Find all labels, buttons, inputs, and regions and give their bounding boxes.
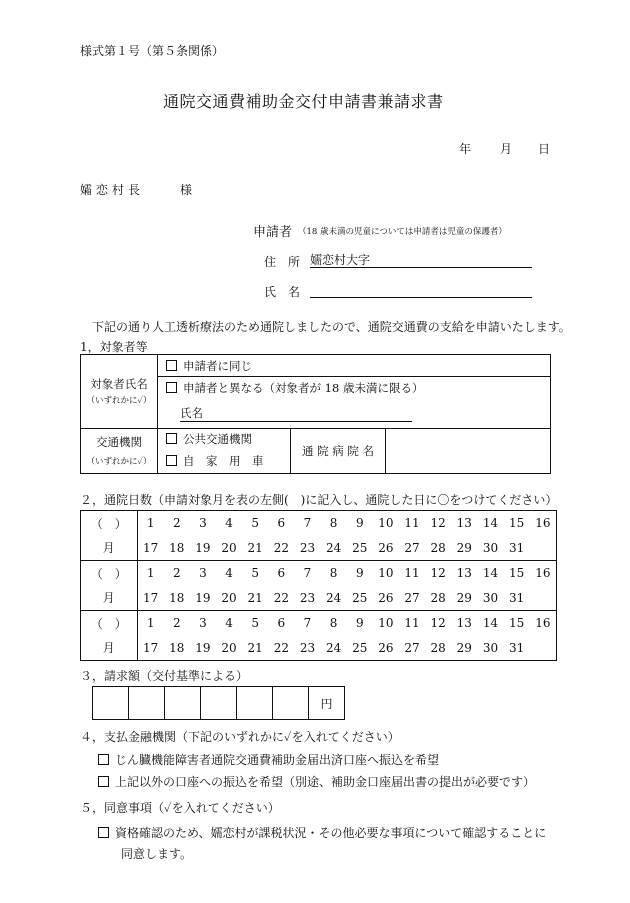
day-cell[interactable]: 3: [190, 611, 216, 636]
address-label: 住 所: [264, 255, 301, 269]
amount-digit[interactable]: [237, 687, 273, 720]
opt-public-row[interactable]: [166, 429, 290, 451]
day-cell[interactable]: 2: [164, 611, 190, 636]
amount-table: [92, 686, 345, 720]
payment-opt2-label: 上記以外の口座への振込を希望（別途、補助金口座届出書の提出が必要です）: [115, 775, 536, 789]
addressee-name: 孀恋村長: [80, 183, 145, 197]
day-cell[interactable]: 7: [303, 516, 312, 531]
day-cell[interactable]: 26: [378, 540, 394, 555]
month-label: 月: [81, 586, 138, 611]
day-cell[interactable]: 14: [477, 611, 503, 636]
day-cell[interactable]: 5: [242, 611, 268, 636]
day-cell[interactable]: 22: [273, 640, 289, 655]
checkbox-icon[interactable]: [98, 827, 109, 838]
day-cell[interactable]: 12: [425, 611, 451, 636]
consent-row[interactable]: [98, 824, 546, 841]
day-cell[interactable]: 10: [373, 561, 399, 586]
opt-own-row[interactable]: [166, 451, 290, 473]
day-cell[interactable]: 17: [142, 640, 159, 655]
day-cell[interactable]: 14: [482, 516, 499, 531]
day-cell[interactable]: 1: [137, 611, 164, 636]
section4-heading: ４，支払金融機関（下記のいずれかに✓を入れてください）: [80, 730, 400, 744]
page-title: 通院交通費補助金交付申請書兼請求書: [163, 92, 444, 111]
day-cell[interactable]: 10: [378, 516, 394, 531]
day-cell[interactable]: 9: [355, 516, 364, 531]
day-cell[interactable]: 28: [430, 640, 446, 655]
payment-opt2-row[interactable]: [98, 773, 535, 790]
address-field[interactable]: [310, 251, 532, 268]
day-cell[interactable]: 8: [321, 561, 347, 586]
section3-heading: ３，請求額（交付基準による）: [80, 669, 249, 683]
transport-cell: [81, 429, 158, 474]
day-cell[interactable]: 11: [399, 561, 425, 586]
day-cell: [530, 536, 557, 561]
day-cell[interactable]: 24: [325, 640, 342, 655]
calendar-row: [81, 536, 557, 561]
opt-diff-label: 申請者と異なる（対象者が 18 歳未満に限る）: [183, 380, 424, 395]
day-cell[interactable]: 13: [451, 561, 477, 586]
day-cell[interactable]: 15: [504, 611, 530, 636]
amount-digit[interactable]: [165, 687, 201, 720]
day-cell[interactable]: 21: [247, 590, 263, 605]
day-cell[interactable]: 21: [247, 540, 263, 555]
subject-cell: [81, 355, 158, 429]
day-cell[interactable]: 12: [430, 516, 446, 531]
subject-table: [80, 354, 551, 474]
day-cell[interactable]: 31: [508, 590, 525, 605]
form-number: 様式第１号（第５条関係）: [80, 44, 225, 58]
day-cell[interactable]: 29: [456, 590, 472, 605]
day-cell[interactable]: 27: [404, 590, 420, 605]
opt-diff-row[interactable]: [158, 377, 551, 399]
day-cell[interactable]: 30: [482, 640, 499, 655]
name-field[interactable]: [310, 281, 532, 298]
day-cell[interactable]: 28: [430, 590, 446, 605]
applicant-note: （18 歳未満の児童については申請者は児童の保護者）: [298, 227, 507, 237]
day-cell[interactable]: 29: [456, 540, 472, 555]
day-cell[interactable]: 11: [404, 516, 420, 531]
day-cell[interactable]: 20: [221, 590, 237, 605]
amount-digit[interactable]: [93, 687, 129, 720]
day-cell[interactable]: 25: [352, 640, 368, 655]
hospital-field[interactable]: [386, 429, 551, 474]
opt-public-label: 公共交通機関: [183, 432, 252, 446]
yen-label: 円: [309, 687, 345, 720]
day-cell[interactable]: 19: [195, 590, 211, 605]
amount-digit[interactable]: [201, 687, 237, 720]
calendar-row: [81, 511, 557, 536]
calendar-row: [81, 561, 557, 586]
day-cell[interactable]: 25: [352, 590, 368, 605]
day-cell[interactable]: 18: [169, 590, 185, 605]
calendar-row: [81, 586, 557, 611]
section5-heading: ５，同意事項（✓を入れてください）: [80, 801, 280, 815]
checkbox-icon[interactable]: [166, 360, 177, 371]
day-cell[interactable]: 15: [508, 516, 525, 531]
checkbox-icon[interactable]: [166, 433, 177, 444]
opt-own-label: 自 家 用 車: [183, 453, 264, 468]
day-cell[interactable]: 6: [268, 611, 294, 636]
day-cell[interactable]: 18: [169, 540, 185, 555]
day-cell[interactable]: 28: [430, 540, 446, 555]
applicant-label: 申請者: [253, 225, 293, 240]
subject-name-row: [158, 399, 551, 429]
day-cell[interactable]: 19: [195, 640, 211, 655]
day-cell[interactable]: 12: [425, 561, 451, 586]
day-cell: [530, 586, 557, 611]
choose-note: （いずれかに✓）: [86, 396, 152, 407]
day-cell[interactable]: 4: [216, 561, 242, 586]
name-label: 氏 名: [264, 285, 301, 299]
month-label: 月: [81, 536, 138, 561]
payment-opt1-label: じん臓機能障害者通院交通費補助金届出済口座へ振込を希望: [115, 753, 440, 767]
checkbox-icon[interactable]: [166, 455, 177, 466]
hospital-label: 通 院 病 院 名: [291, 429, 386, 474]
day-cell[interactable]: 5: [242, 561, 268, 586]
transport-label: 交通機関: [96, 434, 142, 449]
day-cell[interactable]: 17: [142, 590, 159, 605]
day-cell[interactable]: 10: [373, 611, 399, 636]
addressee-honorific: 様: [180, 183, 193, 197]
transport-choose-note: （いずれかに✓）: [86, 456, 152, 467]
month-input[interactable]: （ ）: [81, 511, 138, 536]
day-cell[interactable]: 24: [325, 540, 342, 555]
day-cell[interactable]: 7: [294, 611, 320, 636]
day-cell[interactable]: 9: [347, 561, 373, 586]
intro-text: 下記の通り人工透析療法のため通院しましたので、通院交通費の支給を申請いたします。: [92, 320, 571, 334]
day-cell[interactable]: 16: [530, 611, 557, 636]
address-value: 嬬恋村大字: [310, 253, 371, 267]
month-label: 月: [81, 636, 138, 661]
day-cell[interactable]: 31: [508, 540, 525, 555]
day-cell[interactable]: 20: [221, 640, 237, 655]
amount-digit[interactable]: [129, 687, 165, 720]
date-month: 月: [500, 142, 513, 156]
day-cell[interactable]: 20: [221, 540, 237, 555]
day-cell[interactable]: 4: [225, 516, 233, 531]
day-cell: [530, 636, 557, 661]
payment-opt1-row[interactable]: [98, 751, 439, 768]
day-cell[interactable]: 30: [482, 540, 499, 555]
subject-label: 対象者氏名: [90, 376, 148, 391]
checkbox-icon[interactable]: [98, 776, 109, 787]
day-cell[interactable]: 14: [477, 561, 503, 586]
day-cell[interactable]: 19: [195, 540, 211, 555]
day-cell[interactable]: 23: [299, 590, 316, 605]
day-cell[interactable]: 3: [199, 516, 207, 531]
day-cell[interactable]: 3: [190, 561, 216, 586]
checkbox-icon[interactable]: [98, 754, 109, 765]
day-cell[interactable]: 29: [456, 640, 472, 655]
date-year: 年: [459, 142, 472, 156]
day-cell[interactable]: 7: [294, 561, 320, 586]
day-cell[interactable]: 13: [451, 611, 477, 636]
day-cell[interactable]: 2: [172, 516, 181, 531]
day-cell[interactable]: 4: [216, 611, 242, 636]
day-cell[interactable]: 9: [347, 611, 373, 636]
day-cell[interactable]: 15: [504, 561, 530, 586]
day-cell[interactable]: 2: [164, 561, 190, 586]
consent-line2: 同意します。: [121, 847, 193, 861]
day-cell[interactable]: 8: [329, 516, 338, 531]
day-cell[interactable]: 6: [268, 561, 294, 586]
day-cell[interactable]: 22: [273, 590, 289, 605]
day-cell[interactable]: 16: [535, 516, 551, 531]
day-cell[interactable]: 6: [277, 516, 286, 531]
day-cell[interactable]: 26: [378, 590, 394, 605]
day-cell[interactable]: 30: [482, 590, 499, 605]
day-cell[interactable]: 31: [508, 640, 525, 655]
calendar-row: [81, 611, 557, 636]
amount-digit[interactable]: [273, 687, 309, 720]
day-cell[interactable]: 26: [378, 640, 394, 655]
day-cell[interactable]: 11: [399, 611, 425, 636]
month-input[interactable]: （ ）: [81, 561, 138, 586]
day-cell[interactable]: 17: [142, 540, 159, 555]
calendar-table: [80, 510, 557, 661]
calendar-row: [81, 636, 557, 661]
consent-line1: 資格確認のため、嬬恋村が課税状況・その他必要な事項について確認することに: [115, 826, 547, 840]
day-cell[interactable]: 25: [352, 540, 368, 555]
transport-options: [158, 429, 291, 474]
day-cell[interactable]: 24: [325, 590, 342, 605]
section2-heading: ２，通院日数（申請対象月を表の左側( )に記入し、通院した日に〇をつけてください）: [80, 493, 558, 507]
section1-heading: 1，対象者等: [80, 340, 148, 354]
date-day: 日: [538, 142, 551, 156]
day-cell[interactable]: 22: [273, 540, 289, 555]
day-cell[interactable]: 5: [251, 516, 260, 531]
day-cell[interactable]: 13: [456, 516, 472, 531]
opt-same-label: 申請者に同じ: [183, 358, 252, 373]
day-cell[interactable]: 16: [530, 561, 557, 586]
day-cell[interactable]: 1: [137, 561, 164, 586]
day-cell[interactable]: 8: [321, 611, 347, 636]
day-cell[interactable]: 23: [299, 640, 316, 655]
subject-name-label: 氏名: [180, 405, 412, 422]
opt-same-row[interactable]: [158, 355, 551, 377]
day-cell[interactable]: 18: [169, 640, 185, 655]
checkbox-icon[interactable]: [166, 382, 177, 393]
day-cell[interactable]: 1: [146, 516, 155, 531]
month-input[interactable]: （ ）: [81, 611, 138, 636]
day-cell[interactable]: 23: [299, 540, 316, 555]
day-cell[interactable]: 21: [247, 640, 263, 655]
day-cell[interactable]: 27: [404, 640, 420, 655]
day-cell[interactable]: 27: [404, 540, 420, 555]
